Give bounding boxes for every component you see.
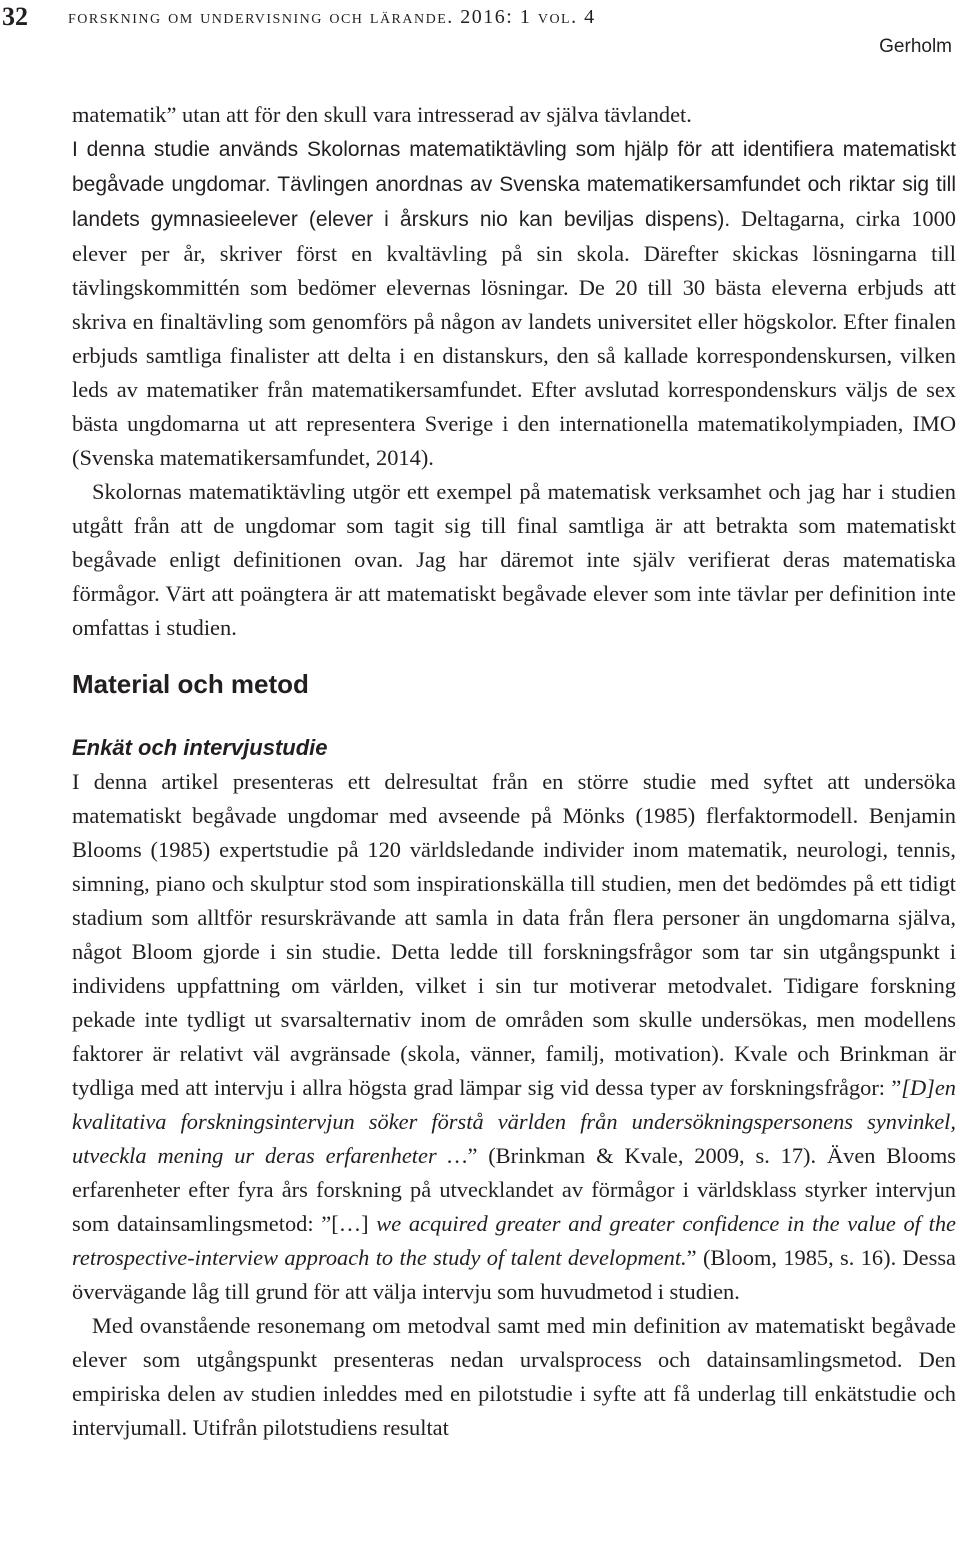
intro-paragraph-2: Skolornas matematiktävling utgör ett exempel på matematisk verksamhet och jag har i studien utgått från att de ungdomar som tagit sig till final samtliga är att betrakta som matematiskt begåvade enligt definitionen ovan. Jag har däremot inte själv verifierat deras matematiska förmågor. Värt att poängtera är att matematiskt begåvade elever som inte tävlar per definition inte omfattas i studien. xyxy=(72,479,956,640)
page-number: 32 xyxy=(2,2,28,31)
method-paragraph-2: Med ovanstående resonemang om metodval samt med min definition av matematiskt begåvade elever som utgångspunkt presenteras nedan urvalsprocess och datainsamlingsmetod. Den empiriska delen av studien inleddes med en pilotstudie i syfte att få underlag till enkätstudie och intervjumall. Utifrån pilotstudiens resultat xyxy=(72,1313,956,1440)
method-paragraph-1 xyxy=(72,765,956,1309)
subsection-heading: Enkät och intervjustudie xyxy=(72,735,328,760)
running-head: forskning om undervisning och lärande. 2016: 1 vol. 4 xyxy=(68,6,596,28)
quote-bloom: we acquired greater and greater confidence in the value of the retrospective-interview approach to the study of talent development. xyxy=(72,1211,956,1270)
article-body xyxy=(72,98,956,1445)
intro-line-1: matematik” utan att för den skull vara intresserad av själva tävlandet. xyxy=(72,102,692,127)
author-name: Gerholm xyxy=(879,36,952,57)
method-text-a: I denna artikel presenteras ett delresultat från en större studie med syftet att undersöka matematiskt begåvade ungdomar med avseende på Mönks (1985) flerfaktormodell. Benjamin Blooms (1985) expertstudie på 120 världsledande individer inom matematik, neurologi, tennis, simning, piano och skulptur stod som inspirationskälla till studien, men det bedömdes på ett tidigt stadium som alltför resurskrävande att samla in data från flera personer än ungdomarna själva, något Bloom gjorde i sin studie. Detta ledde till forskningsfrågor som tar sin utgångspunkt i individens uppfattning om världen, vilket i sin tur motiverar metodvalet. Tidigare forskning pekade inte tydligt ut svarsalternativ inom de områden som skulle undersökas, men modellens faktorer är relativt väl avgränsade (skola, vänner, familj, motivation). Kvale och Brinkman är tydliga med att intervju i allra högsta grad lämpar sig vid dessa typer av forskningsfrågor: ” xyxy=(72,769,956,1100)
intro-paragraph-1 xyxy=(72,98,956,475)
quote-brinkman-kvale: [D]en kvalitativa forskningsintervjun söker förstå världen från undersökningspersonens synvinkel, utveckla mening ur deras erfarenheter … xyxy=(72,1075,956,1168)
section-heading: Material och metod xyxy=(72,669,309,699)
intro-sans-text: I denna studie används Skolornas matematiktävling som hjälp för att identifiera matematiskt begåvade ungdomar. Tävlingen anordnas av Svenska matematikersamfundet och riktar sig till landets gymnasieelever (elever i årskurs nio kan beviljas dispens). xyxy=(72,138,956,231)
method-text-c: ” (Brinkman & Kvale, 2009, s. 17). Även Blooms erfarenheter efter fyra års forskning på utvecklandet av förmågor i världsklass styrker intervjun som datainsamlingsmetod: ”[…] xyxy=(72,1143,956,1236)
method-text-e: ” (Bloom, 1985, s. 16). Dessa övervägande låg till grund för att välja intervju som huvudmetod i studien. xyxy=(72,1245,956,1304)
intro-serif-text: Deltagarna, cirka 1000 elever per år, skriver först en kvaltävling på sin skola. Därefter skickas lösningarna till tävlingskommittén som bedömer elevernas lösningar. De 20 till 30 bästa eleverna erbjuds att skriva en finaltävling som genomförs på någon av landets universitet eller högskolor. Efter finalen erbjuds samtliga finalister att delta i en distanskurs, den så kallade korrespondenskursen, vilken leds av matematiker från matematikersamfundet. Efter avslutad korrespondenskurs väljs de sex bästa ungdomarna ut att representera Sverige i den internationella matematikolympiaden, IMO (Svenska matematikersamfundet, 2014). xyxy=(72,206,956,470)
